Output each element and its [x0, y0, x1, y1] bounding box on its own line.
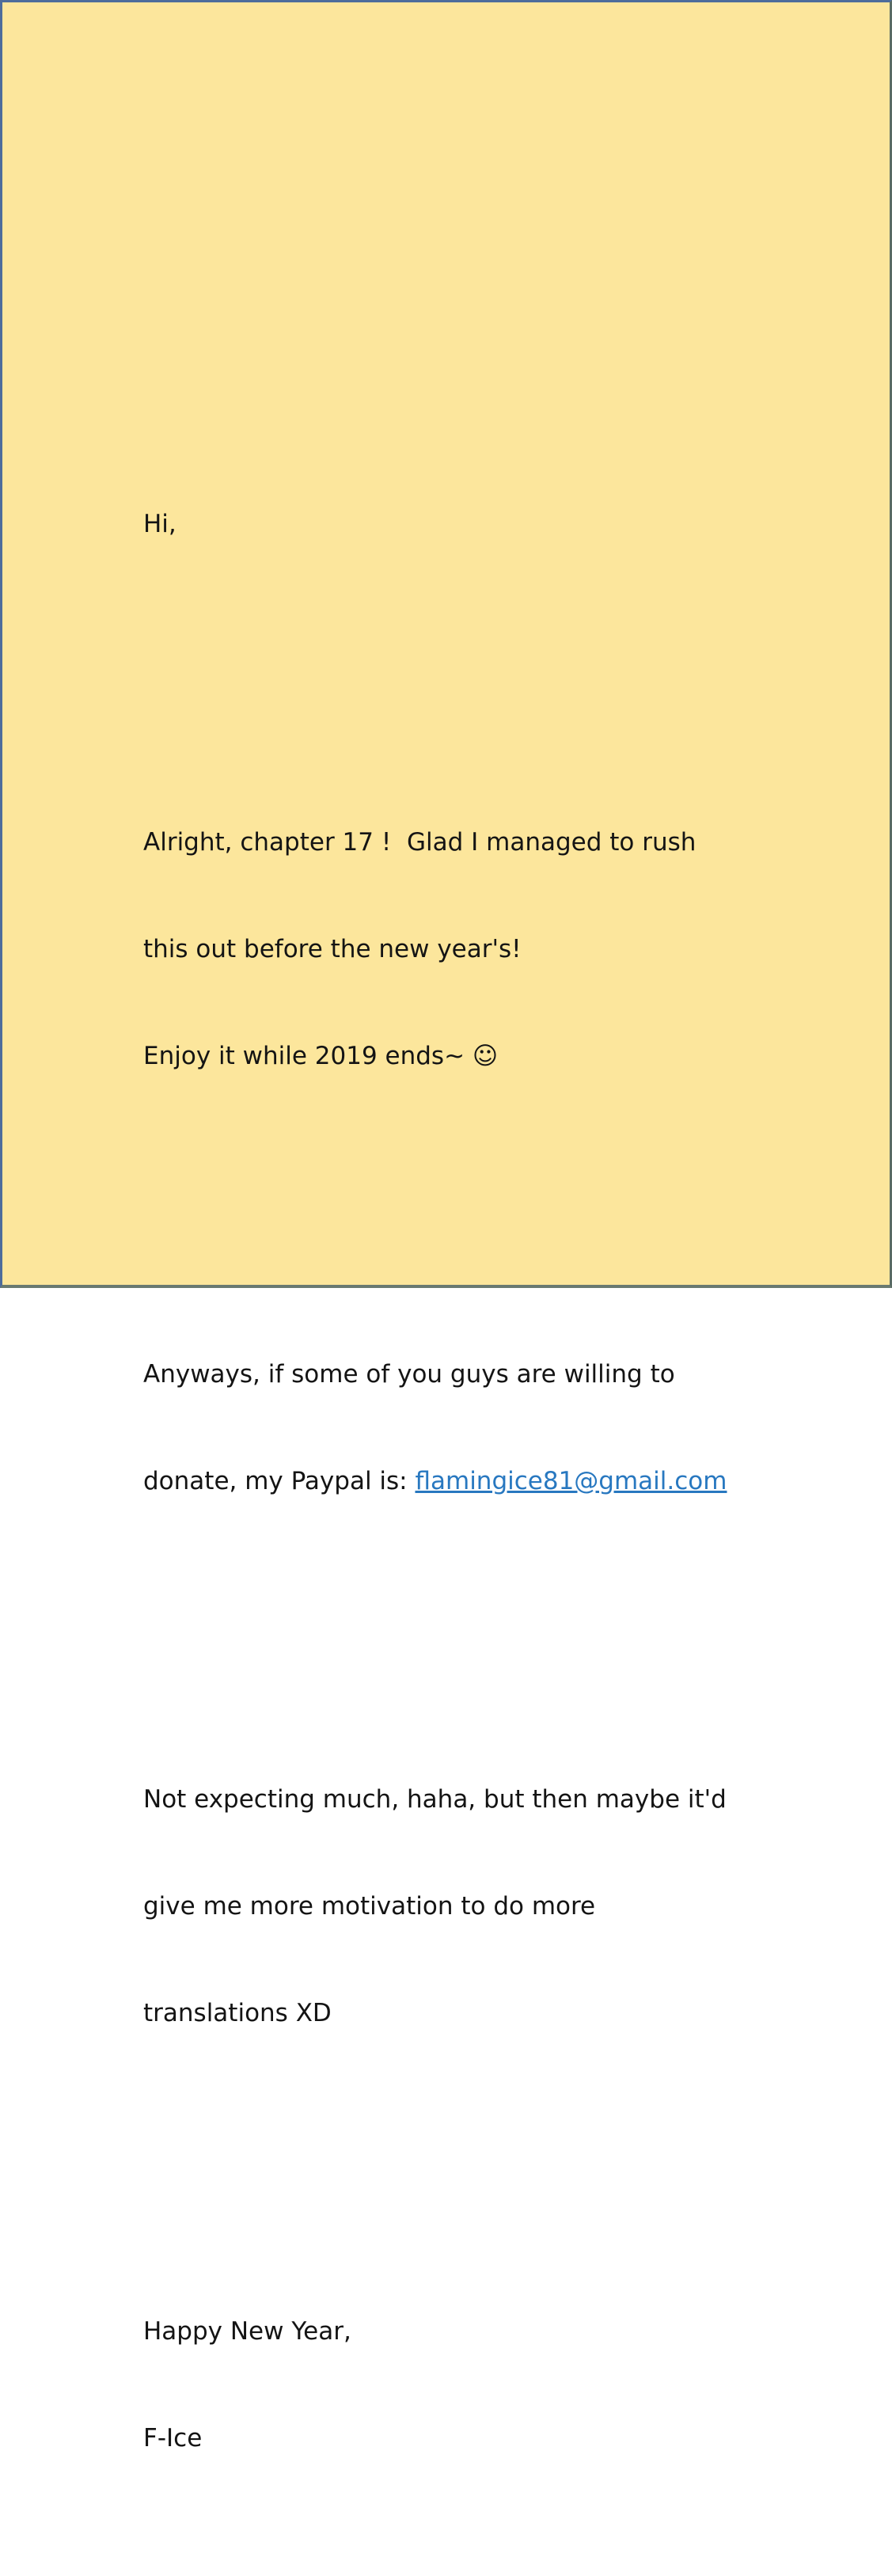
donate-line	[143, 1464, 776, 1499]
signature-text: F-Ice	[143, 2424, 203, 2453]
letter-line: translations XD	[143, 1999, 332, 2027]
letter-line: Anyways, if some of you guys are willing to	[143, 1360, 675, 1389]
letter-line: give me more motivation to do more	[143, 1892, 596, 1921]
paypal-email-link[interactable]: flamingice81@gmail.com	[415, 1467, 727, 1495]
greeting-paragraph	[143, 435, 776, 614]
closing-paragraph	[143, 2243, 776, 2528]
letter-line: Not expecting much, haha, but then maybe it'd	[143, 1785, 727, 1814]
donate-paragraph	[143, 1286, 776, 1571]
closing-text: Happy New Year,	[143, 2317, 351, 2346]
motivation-paragraph	[143, 1711, 776, 2103]
chapter-paragraph	[143, 754, 776, 1146]
letter-line: this out before the new year's!	[143, 935, 522, 963]
letter-line: Alright, chapter 17 ! Glad I managed to rush	[143, 828, 697, 857]
letter-line-smiley: Enjoy it while 2019 ends~ ☺	[143, 1042, 499, 1070]
donate-line-prefix: donate, my Paypal is:	[143, 1467, 416, 1495]
letter-body	[143, 329, 776, 2576]
greeting-text: Hi,	[143, 510, 177, 538]
